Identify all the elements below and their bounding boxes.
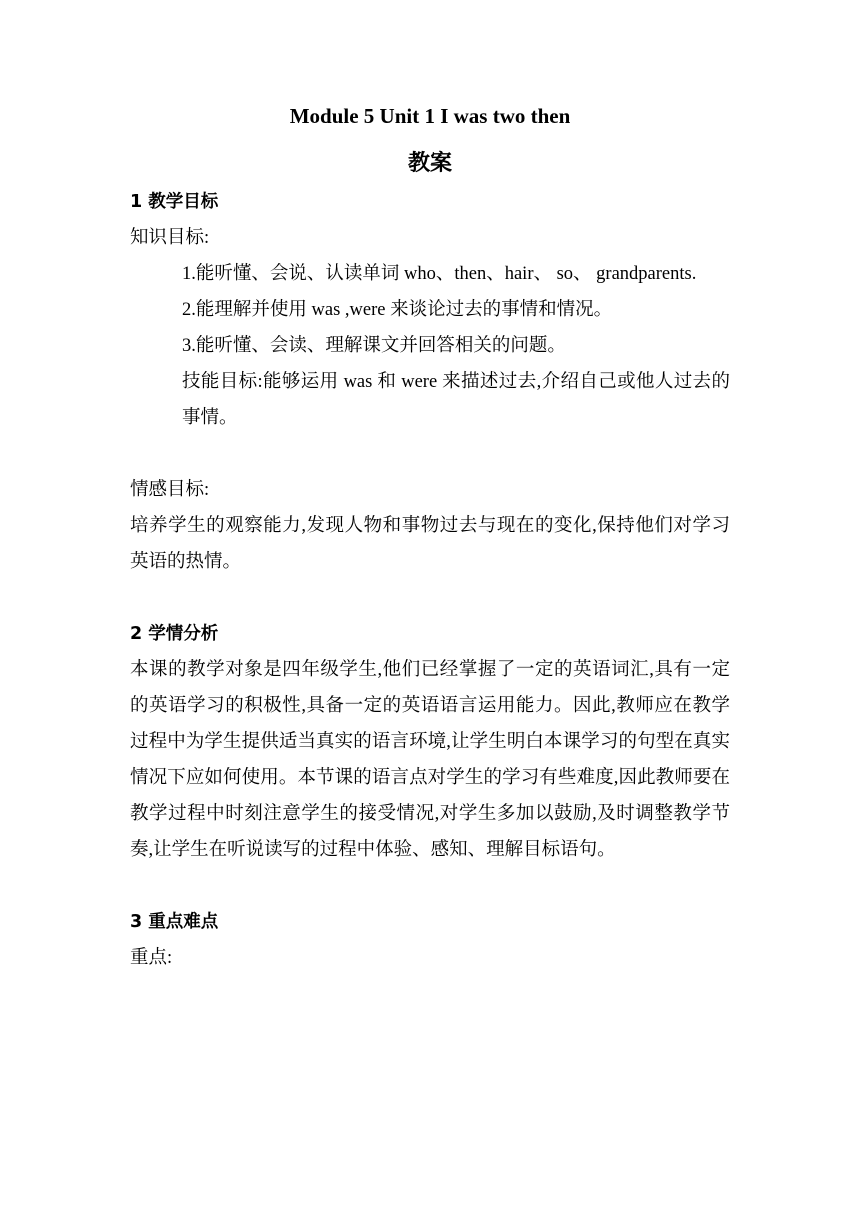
emotion-objectives-text: 培养学生的观察能力,发现人物和事物过去与现在的变化,保持他们对学习英语的热情。	[130, 516, 730, 572]
section-heading-analysis: 2 学情分析	[130, 624, 219, 644]
key-points-label: 重点:	[130, 948, 173, 968]
document-subtitle: 教案	[407, 150, 452, 175]
section-heading-key-points: 3 重点难点	[130, 912, 219, 932]
spacer	[130, 580, 730, 616]
spacer	[130, 868, 730, 904]
emotion-objectives-label: 情感目标:	[130, 480, 210, 500]
analysis-paragraph: 本课的教学对象是四年级学生,他们已经掌握了一定的英语词汇,具有一定的英语学习的积极性,具备一定的英语语言运用能力。因此,教师应在教学过程中为学生提供适当真实的语言环境,让学生明白本课学习的句型在真实情况下应如何使用。本节课的语言点对学生的学习有些难度,因此教师要在教学过程中时刻注意学生的接受情况,对学生多加以鼓励,及时调整教学节奏,让学生在听说读写的过程中体验、感知、理解目标语句。	[130, 660, 730, 860]
document-title: Module 5 Unit 1 I was two then	[289, 104, 571, 128]
objective-item-3: 3.能听懂、会读、理解课文并回答相关的问题。	[182, 336, 566, 356]
objective-item-2: 2.能理解并使用 was ,were 来谈论过去的事情和情况。	[182, 300, 613, 320]
section-heading-objectives: 1 教学目标	[130, 192, 219, 212]
objective-item-1: 1.能听懂、会说、认读单词 who、then、hair、 so、 grandparents.	[182, 264, 697, 284]
skill-objective: 技能目标:能够运用 was 和 were 来描述过去,介绍自己或他人过去的事情。	[182, 372, 730, 428]
document-body	[130, 184, 730, 976]
spacer	[130, 436, 730, 472]
knowledge-objectives-label: 知识目标:	[130, 228, 210, 248]
